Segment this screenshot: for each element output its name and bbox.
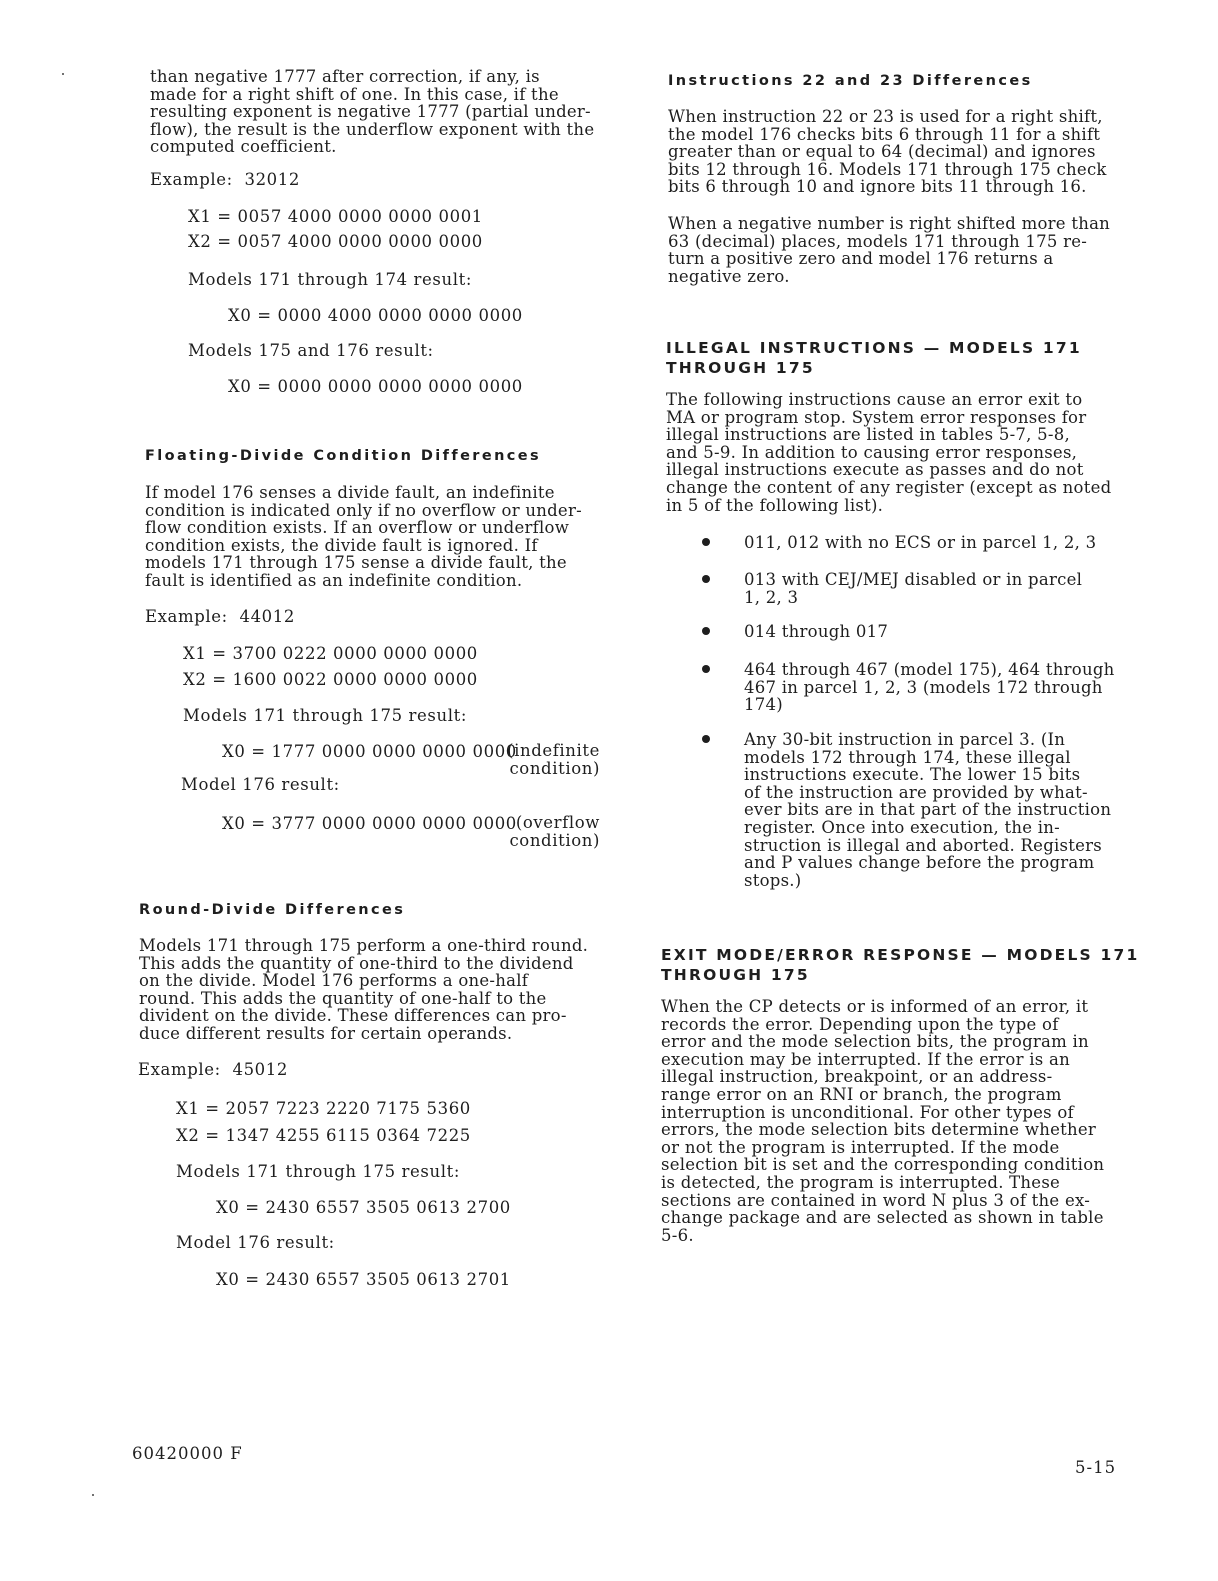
floating-divide-paragraph: If model 176 senses a divide fault, an indefinite condition is indicated only if no overflow or under- flow condition exists. If an overflow or underflow condition exists, the divide fault is ignored. If models 171 through 175 sense a divide fault, the fault is identified as an indefinite condition. xyxy=(145,483,582,590)
bullet-icon xyxy=(702,538,710,546)
list-item-text: 013 with CEJ/MEJ disabled or in parcel 1, 2, 3 xyxy=(744,570,1083,607)
round-divide-paragraph: Models 171 through 175 perform a one-third round. This adds the quantity of one-third to the dividend on the divide. Model 176 performs a one-half round. This adds the quantity of one-half to the divident on the divide. These differences can pro- duce different results for certain operands. xyxy=(139,936,589,1043)
result-x0: X0 = 3777 0000 0000 0000 0000 xyxy=(222,814,517,833)
register-x1: X1 = 2057 7223 2220 7175 5360 xyxy=(176,1099,471,1118)
bullet-icon xyxy=(702,627,710,635)
example-label: Example: 45012 xyxy=(138,1060,288,1079)
list-item xyxy=(664,571,1164,606)
models-result-label: Models 175 and 176 result: xyxy=(188,341,434,360)
result-x0: X0 = 0000 0000 0000 0000 0000 xyxy=(228,377,523,396)
models-result-label: Models 171 through 175 result: xyxy=(176,1162,460,1181)
list-item-text: 464 through 467 (model 175), 464 through 467 in parcel 1, 2, 3 (models 172 through 174) xyxy=(744,660,1115,715)
scan-speck xyxy=(92,1494,94,1496)
section-heading-instructions-22-23: Instructions 22 and 23 Differences xyxy=(668,73,1033,89)
condition-note: (indefinite condition) xyxy=(507,741,600,778)
list-item xyxy=(664,623,1164,641)
negative-shift-paragraph: When a negative number is right shifted more than 63 (decimal) places, models 171 through 175 re- turn a positive zero and model 176 returns a negative zero. xyxy=(668,214,1111,286)
models-result-label: Models 171 through 174 result: xyxy=(188,270,472,289)
register-x2: X2 = 1600 0022 0000 0000 0000 xyxy=(183,670,478,689)
section-heading-illegal-instructions: ILLEGAL INSTRUCTIONS — MODELS 171 THROUGH 175 xyxy=(666,339,1082,377)
condition-note: (overflow condition) xyxy=(509,813,600,850)
list-item-text: 014 through 017 xyxy=(744,622,889,641)
list-item xyxy=(664,534,1164,552)
intro-paragraph: than negative 1777 after correction, if any, is made for a right shift of one. In this case, if the resulting exponent is negative 1777 (partial under- flow), the result is the underflow exponent with the computed coefficient. xyxy=(150,67,595,157)
instructions-22-23-paragraph: When instruction 22 or 23 is used for a right shift, the model 176 checks bits 6 through 11 for a shift greater than or equal to 64 (decimal) and ignores bits 12 through 16. Models 171 through 175 check bits 6 through 10 and ignore bits 11 through 16. xyxy=(668,107,1107,197)
models-result-label: Model 176 result: xyxy=(176,1233,335,1252)
bullet-icon xyxy=(702,575,710,583)
section-heading-exit-mode: EXIT MODE/ERROR RESPONSE — MODELS 171 THROUGH 175 xyxy=(661,946,1140,984)
example-label: Example: 44012 xyxy=(145,607,295,626)
result-row xyxy=(222,814,600,854)
example-label: Example: 32012 xyxy=(150,170,300,189)
document-number: 60420000 F xyxy=(132,1444,243,1463)
result-x0: X0 = 2430 6557 3505 0613 2700 xyxy=(216,1198,511,1217)
models-result-label: Model 176 result: xyxy=(181,775,340,794)
models-result-label: Models 171 through 175 result: xyxy=(183,706,467,725)
register-x1: X1 = 0057 4000 0000 0000 0001 xyxy=(188,207,483,226)
list-item xyxy=(664,661,1164,714)
result-x0: X0 = 1777 0000 0000 0000 0000 xyxy=(222,742,517,761)
section-heading-round-divide: Round-Divide Differences xyxy=(139,902,406,918)
result-x0: X0 = 0000 4000 0000 0000 0000 xyxy=(228,306,523,325)
list-item xyxy=(664,731,1164,889)
section-heading-floating-divide: Floating-Divide Condition Differences xyxy=(145,448,542,464)
illegal-instructions-paragraph: The following instructions cause an error exit to MA or program stop. System error responses for illegal instructions are listed in tables 5-7, 5-8, and 5-9. In addition to causing error responses, illegal instructions execute as passes and do not change the content of any register (except as noted in 5 of the following list). xyxy=(666,390,1112,515)
bullet-icon xyxy=(702,735,710,743)
page-number: 5-15 xyxy=(1075,1458,1117,1477)
register-x2: X2 = 1347 4255 6115 0364 7225 xyxy=(176,1126,471,1145)
list-item-text: Any 30-bit instruction in parcel 3. (In models 172 through 174, these illegal instructions execute. The lower 15 bits of the instruction are provided by what- ever bits are in that part of the instruction register. Once into execution, the in- struction is illegal and aborted. Registers and P values change before the program stops.) xyxy=(744,730,1112,890)
right-column xyxy=(620,0,1218,1581)
register-x1: X1 = 3700 0222 0000 0000 0000 xyxy=(183,644,478,663)
register-x2: X2 = 0057 4000 0000 0000 0000 xyxy=(188,232,483,251)
list-item-text: 011, 012 with no ECS or in parcel 1, 2, 3 xyxy=(744,533,1097,552)
bullet-icon xyxy=(702,665,710,673)
result-x0: X0 = 2430 6557 3505 0613 2701 xyxy=(216,1270,511,1289)
exit-mode-paragraph: When the CP detects or is informed of an error, it records the error. Depending upon the type of error and the mode selection bits, the program in execution may be interrupted. If the error is an illegal instruction, breakpoint, or an address- range error on an RNI or branch, the program interruption is unconditional. For other types of errors, the mode selection bits determine whether or not the program is interrupted. If the mode selection bit is set and the corresponding condition is detected, the program is interrupted. These sections are contained in word N plus 3 of the ex- change package and are selected as shown in table 5-6. xyxy=(661,997,1105,1245)
scan-speck xyxy=(62,73,64,75)
